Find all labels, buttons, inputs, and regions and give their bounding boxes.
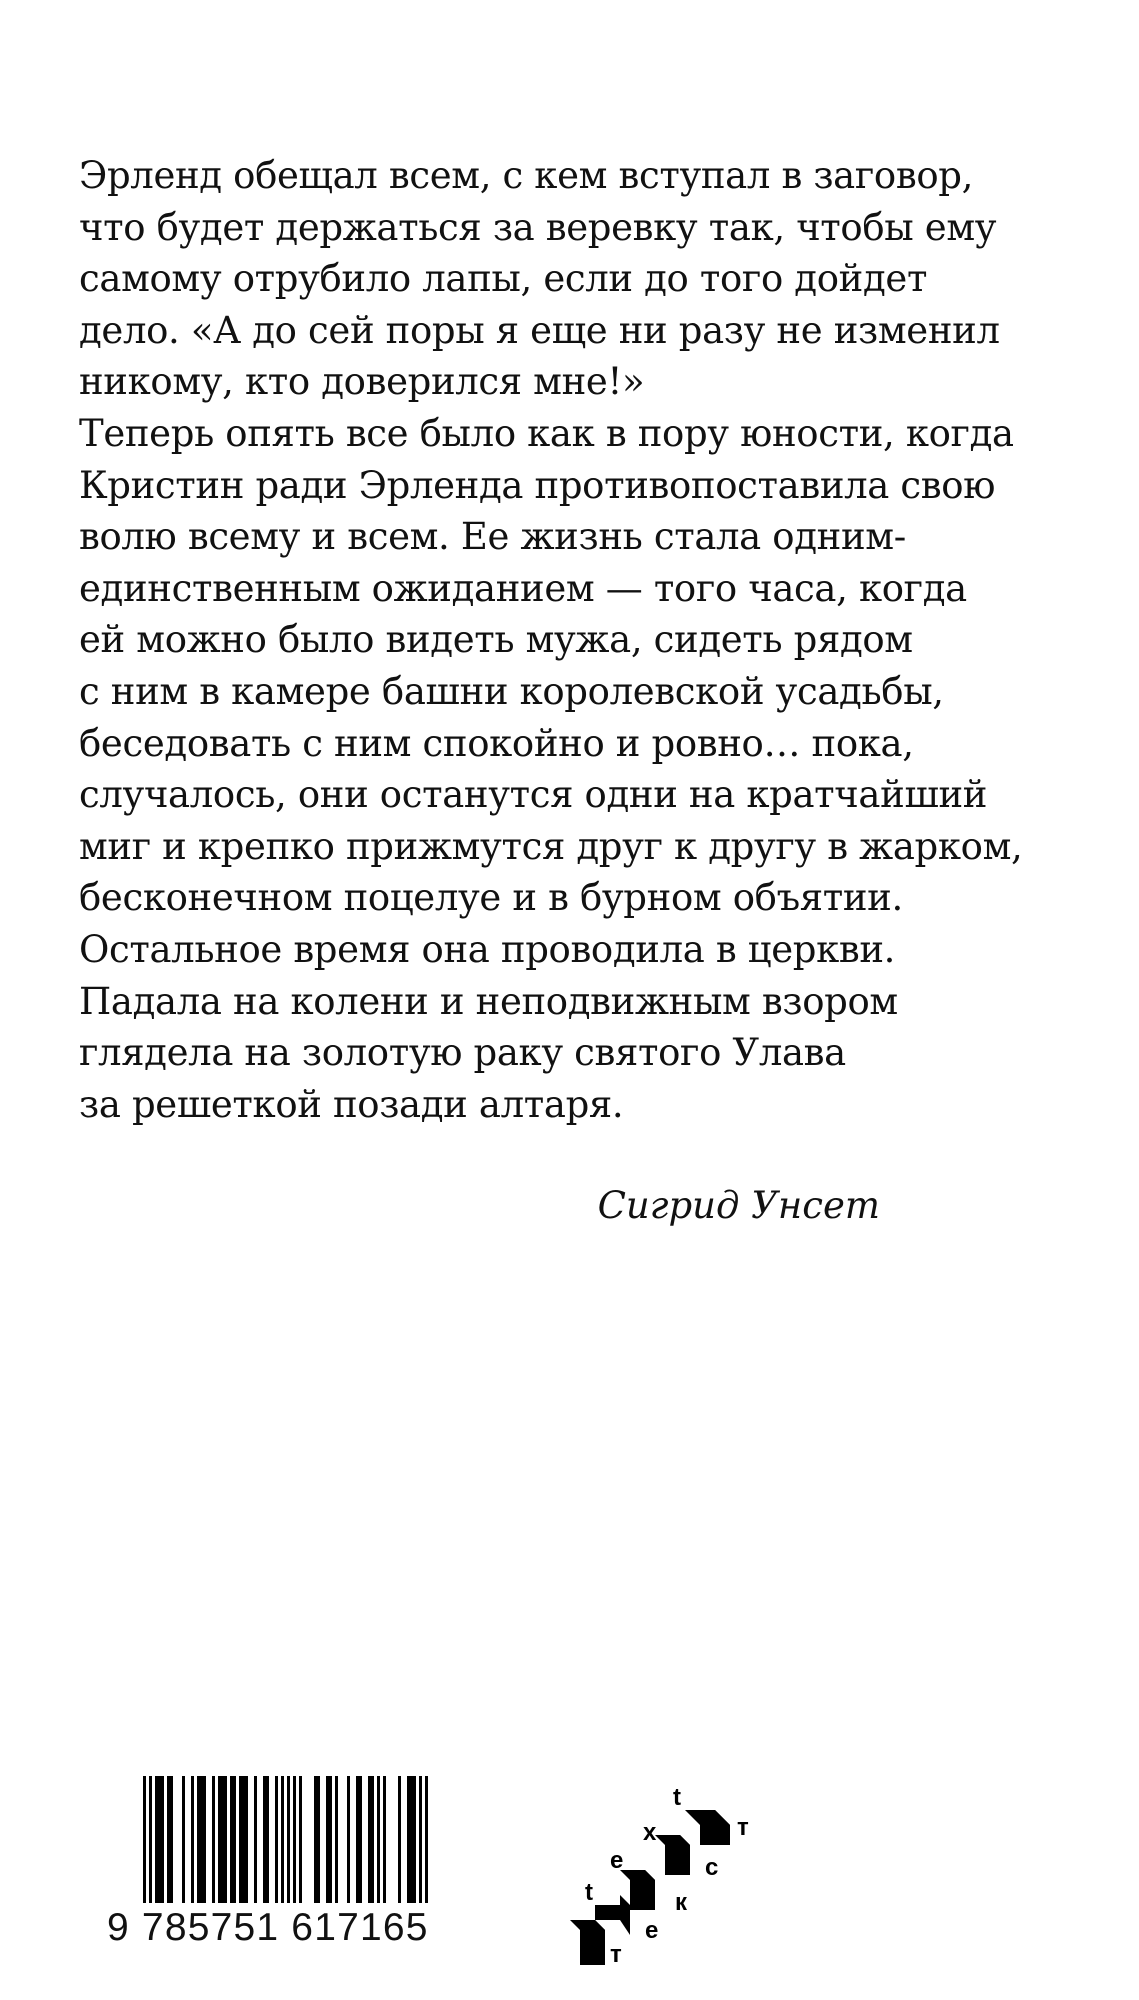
passage-line: никому, кто доверился мне!» <box>79 360 645 404</box>
barcode-bar <box>419 1776 422 1911</box>
barcode-bar <box>287 1776 290 1911</box>
barcode-bar <box>161 1776 164 1911</box>
barcode-bar <box>326 1776 329 1911</box>
barcode-bar <box>254 1776 257 1911</box>
passage-line: с ним в камере башни королевской усадьбы, <box>79 669 944 713</box>
barcode-bar <box>167 1776 170 1911</box>
barcode-bar <box>191 1776 194 1911</box>
barcode-bar <box>203 1776 206 1911</box>
barcode-bar <box>356 1776 359 1911</box>
passage-line: беседовать с ним спокойно и ровно… пока, <box>79 721 914 765</box>
passage-line: Падала на колени и неподвижным взором <box>79 979 898 1023</box>
barcode-bar <box>158 1776 161 1911</box>
barcode-bar <box>230 1776 233 1911</box>
barcode-bar <box>371 1776 374 1911</box>
barcode-bar <box>425 1776 428 1911</box>
logo-letter: e <box>610 1847 624 1874</box>
barcode-bar <box>317 1776 320 1911</box>
barcode-bar <box>359 1776 362 1911</box>
publisher-logo <box>565 1770 755 1970</box>
barcode-bar <box>398 1776 401 1911</box>
barcode-bar <box>335 1776 338 1911</box>
quote-passage <box>79 150 1023 1130</box>
barcode-bars <box>107 1776 458 1911</box>
barcode-bar <box>218 1776 221 1911</box>
barcode-bar <box>329 1776 332 1911</box>
passage-line: единственным ожиданием — того часа, когда <box>79 566 967 610</box>
logo-letter: т <box>610 1941 622 1968</box>
barcode-bar <box>347 1776 350 1911</box>
passage-line: волю всему и всем. Ее жизнь стала одним- <box>79 515 906 559</box>
passage-line: Кристин ради Эрленда противопоставила свою <box>79 463 996 507</box>
barcode-bar <box>170 1776 173 1911</box>
passage-line: миг и крепко прижмутся друг к другу в жарком, <box>79 824 1023 868</box>
passage-line: самому отрубило лапы, если до того дойдет <box>79 257 928 301</box>
barcode-bar <box>275 1776 278 1911</box>
barcode-bar <box>314 1776 317 1911</box>
barcode-bar <box>200 1776 203 1911</box>
passage-line: ей можно было видеть мужа, сидеть рядом <box>79 618 913 662</box>
passage-line: глядела на золотую раку святого Улава <box>79 1031 846 1075</box>
barcode-bar <box>212 1776 215 1911</box>
barcode-bar <box>245 1776 248 1911</box>
logo-letter: с <box>705 1854 719 1881</box>
barcode-bar <box>410 1776 413 1911</box>
barcode-bar <box>368 1776 371 1911</box>
barcode-bar <box>263 1776 266 1911</box>
isbn-number: 9 785751 617165 <box>107 1903 458 1953</box>
barcode-bar <box>149 1776 152 1911</box>
staircase-logo-icon <box>565 1770 755 1970</box>
barcode-bar <box>299 1776 302 1911</box>
passage-line: бесконечном поцелуе и в бурном объятии. <box>79 876 903 920</box>
barcode-bar <box>407 1776 410 1911</box>
logo-letter: t <box>673 1784 681 1811</box>
passage-line: Теперь опять все было как в пору юности, когда <box>79 411 1014 455</box>
barcode-bar <box>239 1776 242 1911</box>
barcode-bar <box>155 1776 158 1911</box>
logo-letter: x <box>643 1819 657 1846</box>
passage-line: случалось, они останутся одни на кратчайший <box>79 773 988 817</box>
barcode-bar <box>377 1776 380 1911</box>
logo-letter: t <box>585 1879 593 1906</box>
passage-line: за решеткой позади алтаря. <box>79 1082 624 1126</box>
barcode-bar <box>233 1776 236 1911</box>
passage-line: что будет держаться за веревку так, чтобы ему <box>79 205 997 249</box>
logo-letter: к <box>675 1889 688 1916</box>
logo-letter: е <box>645 1917 659 1944</box>
barcode-bar <box>281 1776 284 1911</box>
passage-line: Остальное время она проводила в церкви. <box>79 927 896 971</box>
barcode-bar <box>413 1776 416 1911</box>
barcode-bar <box>242 1776 245 1911</box>
barcode-bar <box>197 1776 200 1911</box>
logo-letter: т <box>737 1814 749 1841</box>
isbn-barcode <box>107 1776 458 1956</box>
barcode-bar <box>221 1776 224 1911</box>
passage-line: Эрленд обещал всем, с кем вступал в заговор, <box>79 154 973 197</box>
barcode-bar <box>293 1776 296 1911</box>
author-signature: Сигрид Унсет <box>597 1184 880 1227</box>
passage-line: дело. «А до сей поры я еще ни разу не изменил <box>79 308 1000 352</box>
barcode-bar <box>224 1776 227 1911</box>
barcode-bar <box>383 1776 386 1911</box>
barcode-bar <box>182 1776 185 1911</box>
barcode-bar <box>266 1776 269 1911</box>
barcode-bar <box>143 1776 146 1911</box>
